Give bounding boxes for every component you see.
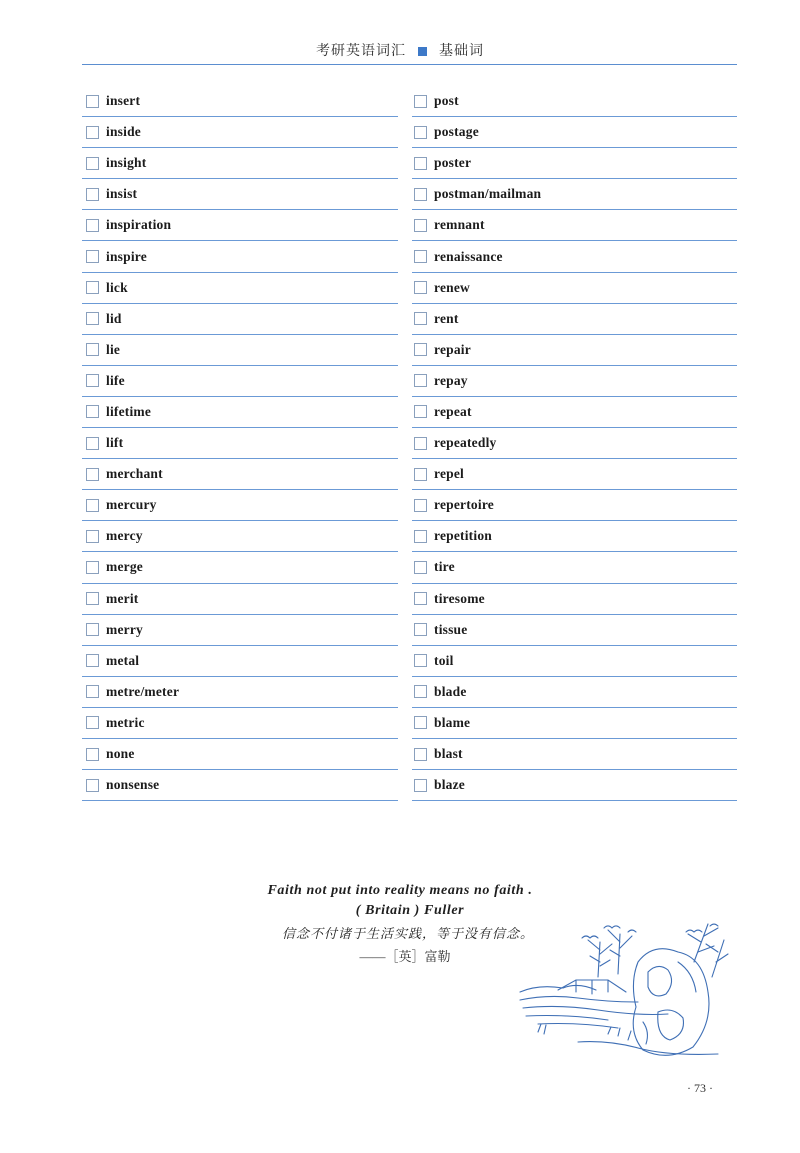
checkbox-icon[interactable] [414, 405, 427, 418]
checkbox-icon[interactable] [414, 126, 427, 139]
word-row [82, 241, 398, 272]
word-row [412, 397, 737, 428]
word-row [412, 584, 737, 615]
word-row [412, 273, 737, 304]
checkbox-icon[interactable] [414, 654, 427, 667]
checkbox-icon[interactable] [86, 188, 99, 201]
checkbox-icon[interactable] [414, 748, 427, 761]
vocabulary-word: lie [106, 341, 121, 357]
word-row [412, 490, 737, 521]
checkbox-icon[interactable] [86, 157, 99, 170]
vocabulary-word: merchant [106, 466, 163, 482]
vocabulary-word: nonsense [106, 777, 160, 793]
checkbox-icon[interactable] [86, 561, 99, 574]
vocabulary-word: blaze [434, 777, 465, 793]
word-row [82, 210, 398, 241]
checkbox-icon[interactable] [86, 405, 99, 418]
checkbox-icon[interactable] [86, 343, 99, 356]
checkbox-icon[interactable] [86, 95, 99, 108]
checkbox-icon[interactable] [414, 779, 427, 792]
word-row [412, 148, 737, 179]
quote-english: Faith not put into reality means no faith . [267, 883, 533, 898]
word-row [82, 708, 398, 739]
word-row [412, 677, 737, 708]
checkbox-icon[interactable] [86, 437, 99, 450]
word-row [82, 366, 398, 397]
checkbox-icon[interactable] [414, 685, 427, 698]
word-row [82, 552, 398, 583]
checkbox-icon[interactable] [86, 654, 99, 667]
word-row [82, 646, 398, 677]
word-row [82, 615, 398, 646]
vocabulary-word: insert [106, 93, 141, 109]
vocabulary-word: blast [434, 746, 463, 762]
vocabulary-word: repertoire [434, 497, 494, 513]
vocabulary-word: renew [434, 279, 470, 295]
word-row [412, 86, 737, 117]
vocabulary-word: metric [106, 714, 145, 730]
checkbox-icon[interactable] [414, 312, 427, 325]
checkbox-icon[interactable] [414, 468, 427, 481]
word-row [412, 241, 737, 272]
word-row [412, 521, 737, 552]
word-row [412, 335, 737, 366]
word-row [82, 86, 398, 117]
word-row [82, 739, 398, 770]
vocabulary-word: inside [106, 124, 141, 140]
word-row [412, 739, 737, 770]
checkbox-icon[interactable] [414, 219, 427, 232]
vocabulary-word: repel [434, 466, 464, 482]
checkbox-icon[interactable] [414, 592, 427, 605]
checkbox-icon[interactable] [414, 623, 427, 636]
word-row [412, 366, 737, 397]
vocabulary-word: lifetime [106, 403, 152, 419]
vocabulary-word: postman/mailman [434, 186, 542, 202]
vocabulary-word: tire [434, 559, 455, 575]
vocabulary-word: mercury [106, 497, 157, 513]
checkbox-icon[interactable] [86, 748, 99, 761]
checkbox-icon[interactable] [86, 685, 99, 698]
vocabulary-word: tiresome [434, 590, 485, 606]
vocabulary-word: poster [434, 155, 472, 171]
word-row [82, 117, 398, 148]
vocabulary-word: inspiration [106, 217, 172, 233]
checkbox-icon[interactable] [414, 530, 427, 543]
quote-attribution-chinese: ——［英］富勒 [359, 949, 451, 964]
vocabulary-word: merry [106, 621, 143, 637]
checkbox-icon[interactable] [414, 716, 427, 729]
vocabulary-word: toil [434, 652, 454, 668]
vocabulary-word: none [106, 746, 135, 762]
word-row [82, 677, 398, 708]
vocabulary-word: life [106, 372, 125, 388]
book-title: 考研英语词汇 [316, 44, 406, 59]
checkbox-icon[interactable] [86, 779, 99, 792]
word-row [412, 552, 737, 583]
word-row [412, 770, 737, 801]
checkbox-icon[interactable] [414, 281, 427, 294]
checkbox-icon[interactable] [86, 716, 99, 729]
vocabulary-word: repair [434, 341, 471, 357]
word-row [82, 459, 398, 490]
checkbox-icon[interactable] [414, 95, 427, 108]
word-row [82, 490, 398, 521]
checkbox-icon[interactable] [86, 250, 99, 263]
vocabulary-word: blade [434, 683, 467, 699]
checkbox-icon[interactable] [86, 219, 99, 232]
word-row [82, 304, 398, 335]
vocabulary-word: repetition [434, 528, 492, 544]
page-header [0, 40, 800, 60]
word-row [82, 179, 398, 210]
vocabulary-word: inspire [106, 248, 147, 264]
checkbox-icon[interactable] [86, 281, 99, 294]
word-row [82, 584, 398, 615]
checkbox-icon[interactable] [414, 374, 427, 387]
vocabulary-word: blame [434, 714, 471, 730]
word-row [82, 148, 398, 179]
square-bullet-icon [418, 47, 427, 56]
word-row [82, 335, 398, 366]
checkbox-icon[interactable] [414, 499, 427, 512]
vocabulary-word: insist [106, 186, 138, 202]
vocabulary-word: remnant [434, 217, 485, 233]
word-row [412, 646, 737, 677]
word-row [82, 521, 398, 552]
vocabulary-word: repeatedly [434, 435, 497, 451]
checkbox-icon[interactable] [86, 592, 99, 605]
page-number: · 73 · [687, 1081, 713, 1095]
vocabulary-word: merge [106, 559, 143, 575]
word-row [82, 273, 398, 304]
word-row [412, 210, 737, 241]
vocabulary-word: lid [106, 310, 122, 326]
checkbox-icon[interactable] [86, 623, 99, 636]
vocabulary-word: merit [106, 590, 139, 606]
checkbox-icon[interactable] [414, 561, 427, 574]
word-row [82, 428, 398, 459]
word-row [412, 304, 737, 335]
word-row [412, 708, 737, 739]
quote-chinese: 信念不付诸于生活实践，等于没有信念。 [281, 926, 534, 941]
section-title: 基础词 [439, 44, 484, 59]
vocabulary-word: lick [106, 279, 128, 295]
word-row [412, 179, 737, 210]
word-row [412, 459, 737, 490]
word-row [412, 428, 737, 459]
checkbox-icon[interactable] [86, 530, 99, 543]
vocabulary-word: tissue [434, 621, 468, 637]
checkbox-icon[interactable] [414, 437, 427, 450]
word-row [82, 770, 398, 801]
landscape-illustration-icon [518, 922, 730, 1062]
vocabulary-word: repay [434, 372, 468, 388]
checkbox-icon[interactable] [86, 126, 99, 139]
vocabulary-word: insight [106, 155, 147, 171]
checkbox-icon[interactable] [414, 188, 427, 201]
checkbox-icon[interactable] [86, 499, 99, 512]
checkbox-icon[interactable] [414, 250, 427, 263]
checkbox-icon[interactable] [86, 468, 99, 481]
vocabulary-word: lift [106, 435, 124, 451]
quote-attribution-english: ( Britain ) Fuller [355, 903, 465, 918]
checkbox-icon[interactable] [414, 157, 427, 170]
vocabulary-word: postage [434, 124, 479, 140]
word-row [412, 117, 737, 148]
vocabulary-word: post [434, 93, 459, 109]
word-list-left [86, 86, 406, 801]
vocabulary-word: mercy [106, 528, 143, 544]
checkbox-icon[interactable] [86, 312, 99, 325]
checkbox-icon[interactable] [86, 374, 99, 387]
header-rule [82, 64, 737, 65]
checkbox-icon[interactable] [414, 343, 427, 356]
vocabulary-word: metal [106, 652, 140, 668]
word-list-right [412, 86, 737, 801]
word-row [82, 397, 398, 428]
vocabulary-word: metre/meter [106, 683, 180, 699]
word-row [412, 615, 737, 646]
vocabulary-word: renaissance [434, 248, 503, 264]
vocabulary-word: repeat [434, 403, 472, 419]
vocabulary-word: rent [434, 310, 459, 326]
